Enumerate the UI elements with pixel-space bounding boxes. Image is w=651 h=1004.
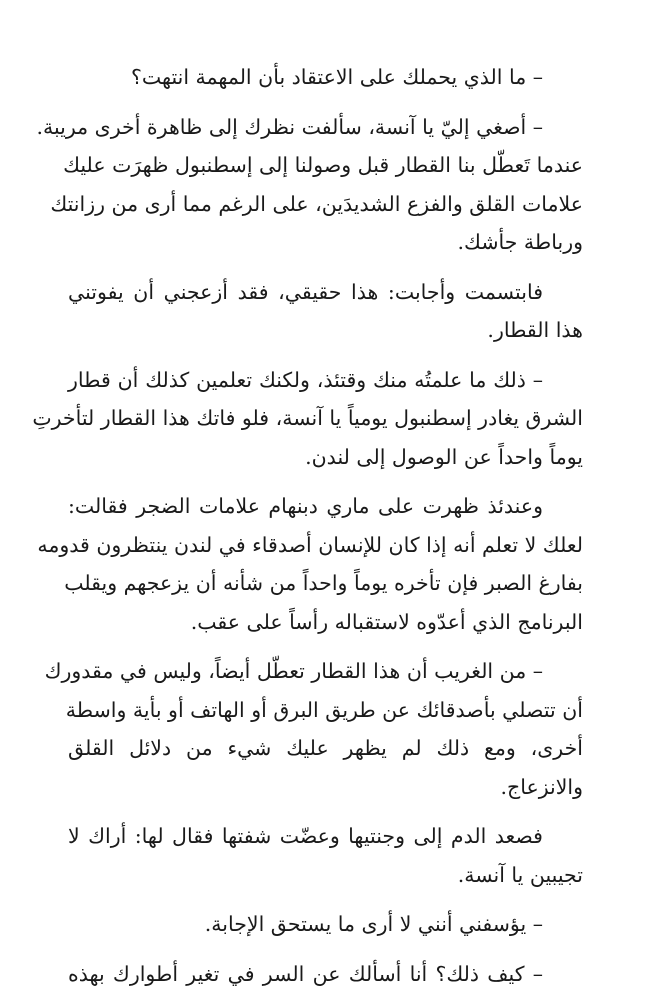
narrative-paragraph — [68, 273, 583, 350]
text-line: أن تتصلي بأصدقائك عن طريق البرق أو الهاتف أو بأية واسطة — [65, 697, 583, 722]
text-line: – ما الذي يحملك على الاعتقاد بأن المهمة انتهت؟ — [130, 65, 543, 89]
text-line: بفارغ الصبر فإن تأخره يوماً واحداً من شأنه أن يزعجهم ويقلب — [64, 571, 583, 595]
dialogue-paragraph — [32, 361, 583, 477]
dialogue-paragraph — [44, 652, 583, 806]
text-line: يوماً واحداً عن الوصول إلى لندن. — [305, 444, 583, 469]
text-line: – من الغريب أن هذا القطار تعطّل أيضاً، وليس في مقدورك — [44, 659, 543, 683]
dialogue-paragraph — [68, 955, 583, 994]
text-line: تجيبين يا آنسة. — [457, 862, 583, 887]
text-line: – ذلك ما علمتُه منك وقتئذ، ولكنك تعلمين كذلك أن قطار — [68, 367, 543, 392]
text-line: ورباطة جأشك. — [457, 230, 583, 254]
text-line: فصعد الدم إلى وجنتيها وعضّت شفتها فقال لها: أراك لا — [68, 824, 543, 848]
text-line: الشرق يغادر إسطنبول يومياً يا آنسة، فلو فاتك هذا القطار لتأخرتِ — [32, 406, 583, 430]
book-page — [32, 58, 583, 1004]
text-line: عندما تَعطّل بنا القطار قبل وصولنا إلى إسطنبول ظهرَت عليك — [63, 153, 583, 177]
text-line: – أصغي إليّ يا آنسة، سألفت نظرك إلى ظاهرة أخرى مريبة. — [36, 114, 543, 139]
dialogue-paragraph — [68, 905, 583, 944]
text-line: علامات القلق والفزع الشديدَين، على الرغم مما أرى من رزانتك — [50, 191, 583, 216]
text-line: – كيف ذلك؟ أنا أسألك عن السر في تغير أطوارك بهذه — [68, 961, 543, 986]
text-line: فابتسمت وأجابت: هذا حقيقي، فقد أزعجني أن يفوتني — [68, 279, 543, 304]
narrative-paragraph — [68, 817, 583, 894]
text-line: – يؤسفني أنني لا أرى ما يستحق الإجابة. — [204, 912, 543, 936]
text-line: والانزعاج. — [500, 774, 583, 799]
text-line: وعندئذ ظهرت على ماري دبنهام علامات الضجر فقالت: — [68, 494, 543, 518]
text-line: البرنامج الذي أعدّوه لاستقباله رأساً على عقب. — [190, 609, 583, 634]
narrative-paragraph — [37, 487, 583, 641]
text-line: لعلك لا تعلم أنه إذا كان للإنسان أصدقاء في لندن ينتظرون قدومه — [37, 532, 583, 557]
dialogue-paragraph — [36, 108, 583, 262]
dialogue-paragraph — [68, 58, 583, 97]
text-line: أخرى، ومع ذلك لم يظهر عليك شيء من دلائل القلق — [68, 736, 583, 760]
text-line: هذا القطار. — [487, 318, 583, 342]
